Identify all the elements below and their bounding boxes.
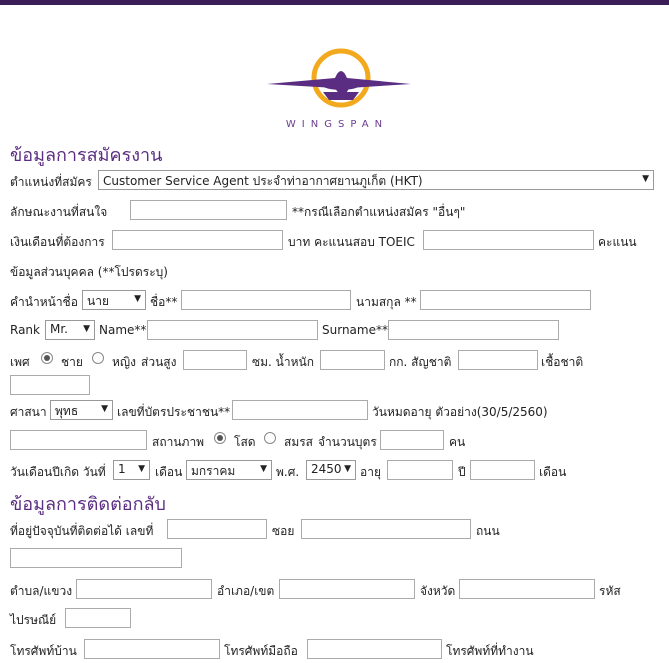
salary-label: เงินเดือนที่ต้องการ	[10, 235, 105, 249]
id-input[interactable]	[232, 400, 368, 420]
toeic-input[interactable]	[423, 230, 594, 250]
single-label: โสด	[234, 435, 256, 449]
rank-label: Rank	[10, 323, 40, 337]
height-unit-weight-label: ซม. น้ำหนัก	[252, 355, 315, 369]
home-phone-input[interactable]	[84, 639, 220, 659]
year-label: พ.ศ.	[276, 465, 300, 479]
postal-label-line1: รหัส	[599, 584, 621, 598]
chevron-down-icon: ▼	[134, 294, 141, 304]
interest-label: ลักษณะงานที่สนใจ	[10, 205, 108, 219]
children-input[interactable]	[380, 430, 444, 450]
lastname-label: นามสกุล **	[356, 295, 417, 309]
age-label: อายุ	[360, 465, 381, 479]
chevron-down-icon: ▼	[138, 464, 145, 474]
year-unit-label: ปี	[458, 465, 466, 479]
chevron-down-icon: ▼	[642, 174, 649, 184]
interest-note: **กรณีเลือกตำแหน่งสมัคร "อื่นๆ"	[292, 205, 466, 219]
work-phone-label: โทรศัพท์ที่ทำงาน	[446, 644, 534, 658]
position-label: ตำแหน่งที่สมัคร	[10, 175, 92, 189]
prefix-select-value: นาย	[87, 294, 109, 308]
section-application-title: ข้อมูลการสมัครงาน	[10, 145, 163, 166]
year-select[interactable]	[306, 460, 356, 480]
female-radio[interactable]	[92, 352, 104, 364]
rank-select[interactable]	[45, 320, 95, 340]
district-label: อำเภอ/เขต	[217, 584, 275, 598]
male-label: ชาย	[61, 355, 83, 369]
top-bar	[0, 0, 669, 5]
surname-label: Surname**	[322, 323, 388, 337]
address-label: ที่อยู่ปัจจุบันที่ติดต่อได้ เลขที่	[10, 524, 154, 538]
mobile-input[interactable]	[307, 639, 442, 659]
prefix-label: คำนำหน้าชื่อ	[10, 295, 78, 309]
children-label: จำนวนบุตร	[318, 435, 377, 449]
ethnicity-input[interactable]	[10, 375, 90, 395]
religion-label: ศาสนา	[10, 405, 47, 419]
postal-label-line2: ไปรษณีย์	[10, 613, 57, 627]
day-select[interactable]	[113, 460, 150, 480]
name-input[interactable]	[147, 320, 318, 340]
subdistrict-label: ตำบล/แขวง	[10, 584, 73, 598]
personal-heading: ข้อมูลส่วนบุคคล (**โปรดระบุ)	[10, 265, 168, 279]
position-select[interactable]	[98, 170, 654, 190]
chevron-down-icon: ▼	[344, 464, 351, 474]
married-radio[interactable]	[264, 432, 276, 444]
province-input[interactable]	[459, 579, 595, 599]
road-input[interactable]	[10, 548, 182, 568]
month-label: เดือน	[155, 465, 183, 479]
section-contact-title: ข้อมูลการติดต่อกลับ	[10, 494, 166, 515]
position-select-value: Customer Service Agent ประจำท่าอากาศยานภูเก็ต (HKT)	[103, 174, 423, 188]
age-years-input[interactable]	[387, 460, 453, 480]
married-label: สมรส	[284, 435, 314, 449]
soi-input[interactable]	[301, 519, 471, 539]
female-label: หญิง	[112, 355, 136, 369]
firstname-label: ชื่อ**	[150, 295, 178, 309]
status-label: สถานภาพ	[152, 435, 205, 449]
month-select-value: มกราคม	[191, 464, 236, 478]
salary-unit-toeic-label: บาท คะแนนสอบ TOEIC	[288, 235, 415, 249]
religion-select-value: พุทธ	[55, 404, 79, 418]
ethnicity-label: เชื้อชาติ	[541, 355, 584, 369]
chevron-down-icon: ▼	[83, 324, 90, 334]
firstname-input[interactable]	[181, 290, 351, 310]
expiry-label: วันหมดอายุ ตัวอย่าง(30/5/2560)	[372, 405, 548, 419]
year-select-value: 2450	[311, 462, 342, 476]
month-unit-label: เดือน	[539, 465, 567, 479]
province-label: จังหวัด	[420, 584, 456, 598]
brand-name: WINGSPAN	[285, 119, 389, 130]
road-label: ถนน	[476, 524, 500, 538]
score-unit-label: คะแนน	[598, 235, 637, 249]
rank-select-value: Mr.	[50, 322, 68, 336]
weight-input[interactable]	[320, 350, 385, 370]
chevron-down-icon: ▼	[260, 464, 267, 474]
subdistrict-input[interactable]	[76, 579, 212, 599]
house-number-input[interactable]	[167, 519, 267, 539]
day-select-value: 1	[118, 462, 126, 476]
children-unit-label: คน	[449, 435, 466, 449]
single-radio[interactable]	[214, 432, 226, 444]
height-label: ส่วนสูง	[141, 355, 177, 369]
postal-code-input[interactable]	[65, 608, 131, 628]
male-radio[interactable]	[41, 352, 53, 364]
home-phone-label: โทรศัพท์บ้าน	[10, 644, 77, 658]
salary-input[interactable]	[112, 230, 283, 250]
birth-label: วันเดือนปีเกิด วันที่	[10, 465, 106, 479]
id-label: เลขที่บัตรประชาชน**	[117, 405, 231, 419]
sex-label: เพศ	[10, 355, 30, 369]
prefix-select[interactable]	[82, 290, 146, 310]
weight-unit-nationality-label: กก. สัญชาติ	[389, 355, 452, 369]
month-select[interactable]	[186, 460, 272, 480]
interest-input[interactable]	[130, 200, 287, 220]
height-input[interactable]	[183, 350, 247, 370]
lastname-input[interactable]	[420, 290, 591, 310]
surname-input[interactable]	[388, 320, 559, 340]
religion-select[interactable]	[50, 400, 113, 420]
nationality-input[interactable]	[458, 350, 538, 370]
district-input[interactable]	[279, 579, 415, 599]
mobile-label: โทรศัพท์มือถือ	[224, 644, 298, 658]
age-months-input[interactable]	[470, 460, 535, 480]
expiry-input[interactable]	[10, 430, 147, 450]
name-label: Name**	[99, 323, 147, 337]
soi-label: ซอย	[272, 524, 295, 538]
chevron-down-icon: ▼	[101, 404, 108, 414]
